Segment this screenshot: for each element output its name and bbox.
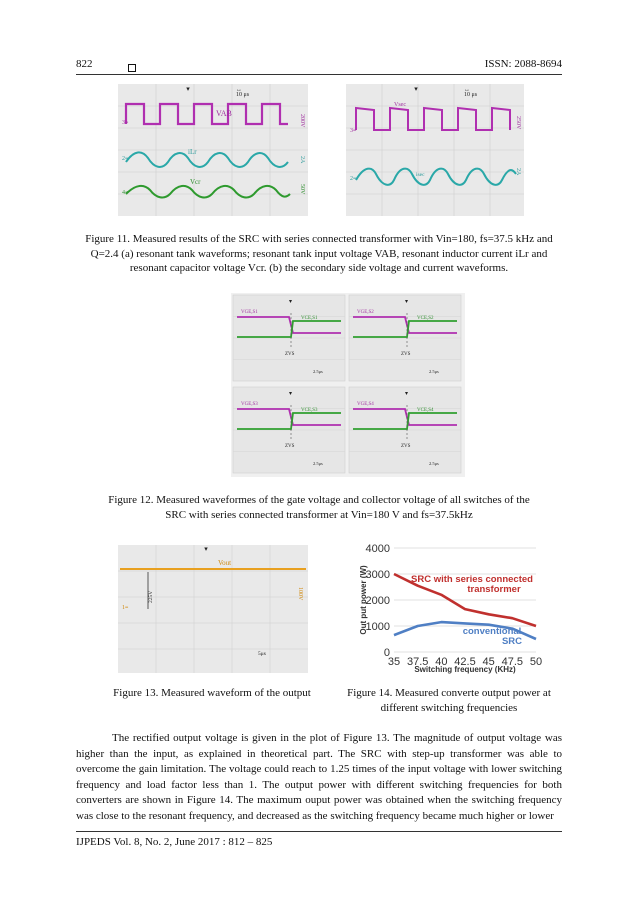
fig12-trigger-marker: ▾ (405, 391, 409, 397)
fig11b-ch3: 3≡ (350, 128, 357, 134)
fig13-scale: 100V (297, 587, 303, 601)
fig14-ytick-label: 1000 (365, 621, 390, 633)
fig14-ylabel: Out put power (W) (359, 565, 368, 635)
fig12-time-scale: 2.5μs (313, 369, 323, 374)
fig14-xtick-label: 35 (387, 656, 401, 668)
figure14-caption-line: different switching frequencies (380, 701, 518, 714)
fig12-trigger-marker: ▾ (405, 299, 409, 305)
figure12-caption-line: SRC with series connected transformer at Vin=180 V and fs=37.5kHz (165, 508, 473, 521)
fig12-vge-label: VGE,S4 (357, 402, 374, 407)
fig11b-time-scale: 10 μs (464, 92, 478, 98)
fig12-zvs-label: ZVS (401, 352, 411, 357)
fig12-zvs-label: ZVS (401, 444, 411, 449)
fig11a-label-ilr: iLr (188, 148, 197, 156)
figure11-caption-line: Figure 11. Measured results of the SRC with series connected transformer with Vin=180, fs=37.5 kHz and (85, 233, 553, 245)
fig11b-ch2: 2≡ (350, 176, 357, 182)
fig12-zvs-label: ZVS (285, 352, 295, 357)
fig11b-scale-2: 2A (515, 168, 521, 176)
page-number: 822 (76, 58, 93, 70)
fig12-panel (233, 387, 345, 473)
fig11a-scale-3: 50V (299, 184, 305, 195)
fig12-vce-label: VCE,S3 (301, 408, 318, 413)
body-paragraph: The rectified output voltage is given in the plot of Figure 13. The magnitude of output voltage was higher than the input, as explained in theoretical part. The SRC with step-up transformer was able to overcome the gain limitation. The voltage could reach to 1.25 times of the input voltage with lower switching frequency and load factor less than 1. The output power with different switching frequencies for both converters are shown in Figure 14. The maximum ouput power was obtained when the switching frequency was close to the resonant frequency, and decreased as the switching frequency became much higher or lower (76, 732, 562, 822)
fig11b-label-vsec: Vsec (394, 102, 406, 108)
fig12-scope-grid (231, 293, 465, 477)
footer-citation: IJPEDS Vol. 8, No. 2, June 2017 : 812 – 825 (76, 836, 273, 848)
fig12-time-scale: 2.5μs (429, 369, 439, 374)
fig11a-scope (118, 84, 308, 216)
fig12-time-scale: 2.5μs (429, 461, 439, 466)
fig11a-ch2: 2≡ (122, 156, 129, 162)
fig11b-label-isec: isec (416, 172, 425, 178)
svg-text:▾: ▾ (414, 85, 418, 93)
fig12-vce-label: VCE,S4 (417, 408, 434, 413)
fig12-vce-label: VCE,S2 (417, 316, 434, 321)
fig14-xtick-label: 47.5 (501, 656, 524, 668)
fig12-vge-label: VGE,S2 (357, 310, 374, 315)
fig12-vge-label: VGE,S1 (241, 310, 258, 315)
fig14-annotation: transformer (467, 584, 521, 595)
figure11-caption (76, 232, 562, 276)
fig12-panel (233, 295, 345, 381)
figure12-caption (76, 493, 562, 522)
svg-text:▾: ▾ (204, 545, 208, 553)
fig11b-scale-1: 250V (515, 116, 521, 130)
fig11a-scale-2: 2A (299, 156, 305, 164)
figure11-caption-line: resonant capacitor voltage Vcr. (b) the secondary side voltage and current waveforms. (129, 262, 509, 274)
fig12-vce-label: VCE,S1 (301, 316, 318, 321)
svg-text:↔: ↔ (464, 87, 470, 93)
figure14-caption (336, 686, 562, 715)
fig14-ytick-label: 3000 (365, 569, 390, 581)
fig11b-scope (346, 84, 524, 216)
fig13-level: 225V (148, 590, 154, 603)
fig14-annotation: SRC (501, 636, 523, 647)
fig13-label-vout: Vout (218, 559, 232, 567)
fig12-zvs-label: ZVS (285, 444, 295, 449)
fig14-chart-svg (348, 540, 548, 680)
fig11a-time-scale: 10 μs (236, 92, 250, 98)
header-rule (76, 74, 562, 75)
fig14-xtick-label: 42.5 (454, 656, 476, 668)
fig12-time-scale: 2.5μs (313, 461, 323, 466)
footer-rule (76, 831, 562, 832)
fig11a-scale-1: 200V (299, 114, 305, 128)
fig12-trigger-marker: ▾ (289, 391, 293, 397)
fig14-xtick-label: 50 (529, 656, 543, 668)
figure13-caption: Figure 13. Measured waveform of the output (113, 687, 311, 699)
fig14-xtick-label: 45 (482, 656, 495, 668)
fig11a-scope-plot (118, 84, 308, 216)
fig14-xlabel: Switching frequency (KHz) (414, 665, 516, 674)
fig14-xtick-label: 40 (435, 656, 448, 668)
svg-text:↔: ↔ (236, 87, 242, 93)
fig14-ytick-label: 0 (383, 647, 390, 659)
fig13-time-scale: 5μs (258, 651, 266, 657)
fig12-panel (349, 387, 461, 473)
fig11a-label-vab: VAB (216, 109, 232, 118)
fig12-scope-plot (231, 293, 465, 477)
fig11a-ch3: 3≡ (122, 120, 129, 126)
fig11a-label-vcr: Vcr (190, 178, 201, 186)
svg-text:▾: ▾ (186, 85, 190, 93)
fig14-annotation: SRC with series connected (411, 574, 533, 585)
fig14-xtick-label: 37.5 (406, 656, 429, 668)
issn-label: ISSN: 2088-8694 (484, 58, 562, 70)
fig11b-scope-plot (346, 84, 524, 216)
fig14-ytick-label: 4000 (365, 543, 390, 555)
figure12-caption-line: Figure 12. Measured waveformes of the gate voltage and collector voltage of all switches of the (108, 494, 530, 506)
svg-text:1≡: 1≡ (122, 605, 129, 611)
figure14-caption-line: Figure 14. Measured converte output power at (347, 687, 551, 699)
fig12-trigger-marker: ▾ (289, 299, 293, 305)
fig12-vge-label: VGE,S3 (241, 402, 258, 407)
fig14-ytick-label: 2000 (365, 595, 390, 607)
fig14-chart (348, 540, 548, 680)
fig13-scope-plot (118, 545, 308, 673)
fig11a-ch4: 4≡ (122, 190, 129, 196)
figure11-caption-line: Q=2.4 (a) resonant tank waveforms; resonant tank input voltage VAB, resonant inductor current iLr and (90, 247, 548, 260)
fig13-scope (118, 545, 308, 673)
fig14-annotation: conventional (462, 626, 522, 637)
fig12-panel (349, 295, 461, 381)
